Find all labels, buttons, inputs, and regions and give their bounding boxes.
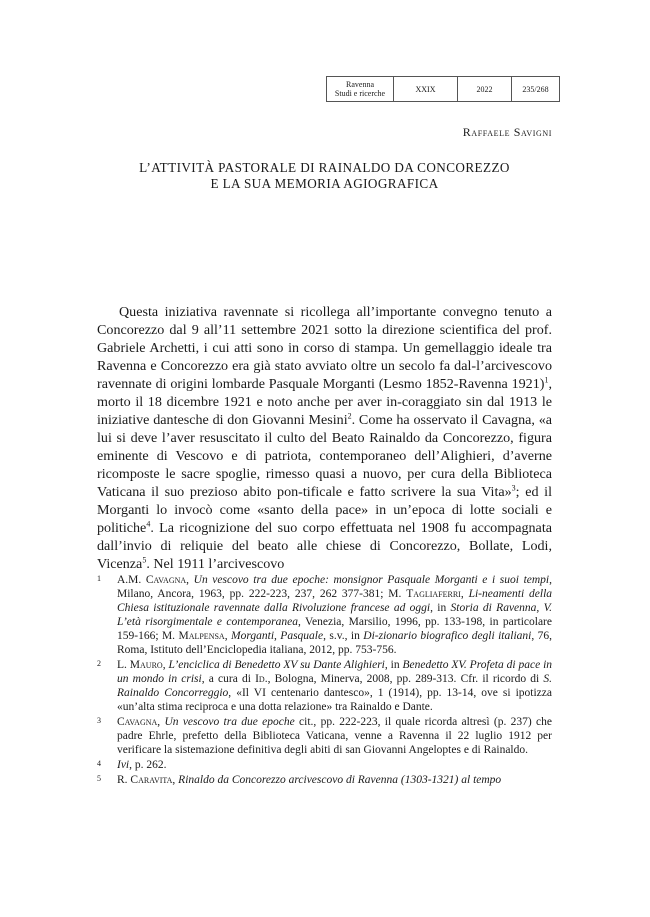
footnote-text: , s.v., in <box>323 630 364 642</box>
footnote-title: Morganti, Pasquale <box>231 630 324 642</box>
paragraph <box>97 303 552 573</box>
footnote-text: , 76, Roma, Istituto dell’Enciclopedia italiana, 2012, pp. 753-756. <box>117 630 553 656</box>
footnote-text: , Venezia, Marsilio, 1996, pp. 133-198, in particolare 159-166; M. <box>117 616 552 642</box>
article-title <box>97 160 552 192</box>
footnote-text: , a cura di <box>201 673 256 685</box>
footnote-text: , Bologna, Minerva, 2008, pp. 289-313. Cfr. il ricordo di <box>267 673 544 685</box>
text-run: . Nel 1911 l’arcivescovo <box>146 556 285 572</box>
footnote-text: Malpensa <box>178 630 225 642</box>
text-run: . La ricognizione del suo corpo effettuata nel 1908 fu accompagnata dall’invio di reliquie del beato alle chiese di Concorezzo, Bollate, Lodi, Vicenza <box>97 520 552 572</box>
footnote-2 <box>97 658 552 714</box>
footnote-text: L. <box>117 659 130 671</box>
footnote-title: Rinaldo da Concorezzo arcivescovo di Ravenna (1303-1321) al tempo <box>178 774 502 786</box>
footnote-title: L’enciclica di Benedetto XV su Dante Alighieri <box>168 659 385 671</box>
footnote-ref-1[interactable]: 1 <box>544 375 549 385</box>
footnote-text: , in <box>384 659 403 671</box>
footnote-text: , <box>172 774 179 786</box>
footnote-text: , <box>224 630 231 642</box>
footnote-3 <box>97 715 552 757</box>
footnotes <box>97 573 552 788</box>
footnote-title: Un vescovo tra due epoche: monsignor Pasquale Morganti e i suoi tempi <box>193 574 550 586</box>
author-name: Raffaele Savigni <box>462 125 552 139</box>
footnote-title: S. Rainaldo Concorreggio <box>117 673 552 699</box>
footnote-text: , p. 262. <box>129 759 167 771</box>
footnote-ref-5[interactable]: 5 <box>142 555 147 565</box>
footnote-text: A.M. Cavagna <box>117 574 187 586</box>
footnote-number: 2 <box>97 659 101 668</box>
footnote-text: cit., pp. 222-223, il quale ricorda altresì (p. 237) che padre Ehrle, prefetto della Biblioteca Vaticana, venne a Ravenna il 22 luglio 1912 per verificare la sistemazione definitiva degli abiti di san Giovanni Angeloptes e di Rainaldo. <box>117 716 553 756</box>
footnote-title: Di-zionario biografico degli italiani <box>363 630 532 642</box>
footnote-text: Caravita <box>130 774 173 786</box>
footnote-number: 4 <box>97 759 101 768</box>
title-line-1: L’ATTIVITÀ PASTORALE DI RAINALDO DA CONCOREZZO <box>139 160 510 175</box>
footnote-text: , <box>157 716 165 728</box>
footnote-text: , <box>460 588 469 600</box>
title-line-2: E LA SUA MEMORIA AGIOGRAFICA <box>210 176 439 191</box>
text-run: , morto il 18 dicembre 1921 e noto anche per aver in-coraggiato sin dal 1913 le iniziative dantesche di don Giovanni Mesini <box>97 376 552 428</box>
footnote-text: Mauro <box>129 659 163 671</box>
footnote-number: 3 <box>97 716 101 725</box>
footnote-text: Id. <box>255 673 268 685</box>
footnote-text: Tagliaferri <box>406 588 461 600</box>
footnote-title: Storia di Ravenna, V. L’età risorgimentale e contemporanea <box>117 602 552 628</box>
footnote-5 <box>97 773 552 787</box>
footnote-title: Un vescovo tra due epoche <box>164 716 295 728</box>
journal-name: Ravenna <box>346 80 374 89</box>
body-text <box>97 303 552 573</box>
text-run: ; ed il Morganti lo invocò come «santo della pace» in un’epoca di lotte sociali e politiche <box>97 484 552 536</box>
footnote-text: , Milano, Ancora, 1963, pp. 222-223, 237, 262 377-381; M. <box>117 574 553 600</box>
journal-subtitle: Studi e ricerche <box>334 89 386 98</box>
journal-name-cell <box>327 77 393 101</box>
text-run: Questa iniziativa ravennate si ricollega all’importante convegno tenuto a Concorezzo dal 9 all’11 settembre 2021 sotto la direzione scientifica del prof. Gabriele Archetti, i cui atti sono in corso di stampa. Un gemellaggio ideale tra Ravenna e Concorezzo era già stato avviato oltre un secolo fa dal-l’arcivescovo ravennate di origini lombarde Pasquale Morganti (Lesmo 1852-Ravenna 1921) <box>97 304 552 392</box>
year-cell: 2022 <box>457 77 511 101</box>
footnote-text: R. <box>117 774 131 786</box>
footnote-ref-2[interactable]: 2 <box>347 411 352 421</box>
footnote-text: , in <box>430 602 451 614</box>
footnote-number: 5 <box>97 774 101 783</box>
footnote-1 <box>97 573 552 657</box>
footnote-text: , <box>186 574 194 586</box>
footnote-title: Ivi <box>117 759 130 771</box>
footnote-ref-3[interactable]: 3 <box>511 483 516 493</box>
footnote-text: Cavagna <box>117 716 158 728</box>
footnote-ref-4[interactable]: 4 <box>146 519 151 529</box>
footnote-4 <box>97 758 552 772</box>
pages-cell: 235/268 <box>511 77 559 101</box>
text-run: . Come ha osservato il Cavagna, «a lui si deve l’aver resuscitato il culto del Beato Rainaldo da Concorezzo, figura eminente di Vescovo e di patriota, contemporaneo dell’Alighieri, d’averne ricomposte le sacre spoglie, rimesso quasi a nuovo, per cura della Biblioteca Vaticana il suo prezioso abito pon-tificale e fatto scrivere la sua Vita» <box>97 412 553 500</box>
footnote-title: Li-neamenti della Chiesa istituzionale ravennate dalla Rivoluzione francese ad oggi <box>117 588 553 614</box>
footnote-text: , «Il VI centenario dantesco», 1 (1914), pp. 13-14, ove si ipotizza «un’alta stima reciproca e una dotta relazione» tra Rainaldo e Dante. <box>117 687 552 713</box>
footnote-text: , <box>162 659 169 671</box>
footnote-number: 1 <box>97 574 101 583</box>
volume-cell: XXIX <box>393 77 457 101</box>
journal-header-box <box>326 76 560 102</box>
footnote-title: Benedetto XV. Profeta di pace in un mondo in crisi <box>117 659 553 685</box>
